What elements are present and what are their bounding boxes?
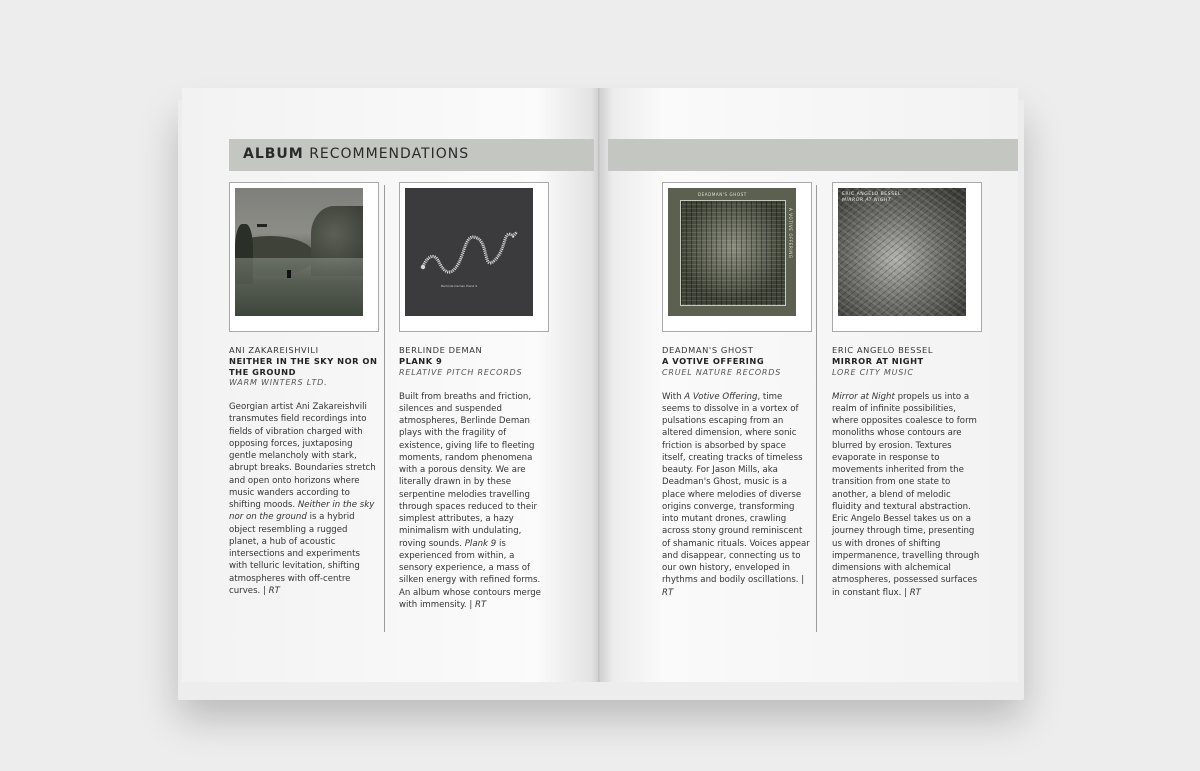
review-text: Mirror at Night propels us into a realm of infinite possibilities, where opposites coalesce to form monoliths whose contours are blurred by erosion. Textures evaporate in response to movements inherited from the transition from one state to another, a blend of melodic fluidity and textural abstraction. Eric Angelo Bessel takes us on a journey through time, presenting us with drones of shifting impermanence, travelling through dimensions with alchemical atmospheres, possessed surfaces in constant flux. | RT bbox=[832, 391, 980, 598]
section-title-rest: RECOMMENDATIONS bbox=[309, 146, 470, 162]
serpent-line-art bbox=[405, 188, 533, 316]
review-signature: RT bbox=[662, 587, 674, 598]
album-cover-frame bbox=[832, 182, 982, 332]
cover-inner-art bbox=[680, 200, 786, 306]
album-cover-image bbox=[405, 188, 533, 316]
album-title: NEITHER IN THE SKY NOR ON THE GROUND bbox=[229, 356, 378, 377]
review-text-italic: Neither in the sky nor on the ground bbox=[229, 500, 375, 523]
record-label: CRUEL NATURE RECORDS bbox=[662, 367, 782, 377]
review-text-italic: Plank 9 bbox=[464, 538, 497, 549]
review-text-part: Built from breaths and friction, silences and suspended atmospheres, Berlinde Deman plays with the fragility of existence, giving life to fleeting moments, random phenomena with a porous density. We are literally drawn in by these serpentine melodies travelling through spaces reduced to their simplest attributes, a hazy minimalism with undulating, roving sounds. bbox=[399, 391, 538, 549]
artist-name: BERLINDE DEMAN bbox=[399, 345, 483, 355]
album-cover-image bbox=[668, 188, 796, 316]
section-title bbox=[243, 146, 469, 162]
review-text: Georgian artist Ani Zakareishvili transmutes field recordings into fields of vibration charged with opposing forces, juxtaposing gentle melancholy with stark, abrupt breaks. Boundaries stretch and open onto horizons where music wanders according to shifting moods. Neither in the sky nor on the ground is a hybrid object resembling a rugged planet, a hub of acoustic intersections and experiments with telluric levitation, shifting atmospheres with off-centre curves. | RT bbox=[229, 402, 376, 596]
artist-name: ANI ZAKAREISHVILI bbox=[229, 345, 319, 355]
cover-caption-artist: ERIC ANGELO BESSEL bbox=[842, 192, 901, 197]
column-divider bbox=[816, 185, 817, 632]
cover-figure-shape bbox=[287, 270, 291, 278]
review-text: With A Votive Offering, time seems to dissolve in a vortex of pulsations escaping from an altered dimension, where sonic friction is absorbed by space itself, creating tracks of timeless beauty. For Jason Mills, aka Deadman's Ghost, music is a place where melodies of diverse origins converge, transforming into mutant drones, crawling across stony ground reminiscent of shamanic rituals. Voices appear and disappear, connecting us to our own history, enveloped in rhythms and bodily oscillations. | RT bbox=[662, 391, 810, 598]
review-text: Built from breaths and friction, silences and suspended atmospheres, Berlinde Deman plays with the fragility of existence, giving life to fleeting moments, random phenomena with a porous density. We are literally drawn in by these serpentine melodies travelling through spaces reduced to their simplest attributes, a hazy minimalism with undulating, roving sounds. Plank 9 is experienced from within, a sensory experience, a mass of silken energy with refined forms. An album whose contours merge with immensity. | RT bbox=[399, 391, 541, 610]
review-column bbox=[399, 182, 549, 611]
review-text-italic: A Votive Offering bbox=[684, 391, 758, 402]
section-title-bold: ALBUM bbox=[243, 146, 304, 162]
cover-caption: Berlinde Deman Plank 9 bbox=[441, 284, 478, 288]
album-title: A VOTIVE OFFERING bbox=[662, 356, 765, 366]
review-signature: RT bbox=[268, 585, 280, 596]
review-text-part: With bbox=[662, 391, 682, 402]
album-cover-image bbox=[838, 188, 966, 316]
review-text-part: , time seems to dissolve in a vortex of pulsations escaping from an altered dimension, where sonic friction is absorbed by space itself, creating tracks of timeless beauty. For Jason Mills, aka Deadman's Ghost, music is a place where melodies of diverse origins converge, transforming into mutant drones, crawling across stony ground reminiscent of shamanic rituals. Voices appear and disappear, connecting us to our own history, enveloped in rhythms and bodily oscillations. bbox=[662, 391, 810, 586]
album-cover-frame bbox=[662, 182, 812, 332]
album-cover-frame bbox=[229, 182, 379, 332]
review-column bbox=[229, 182, 379, 597]
album-title: PLANK 9 bbox=[399, 356, 443, 366]
section-header-bar-right bbox=[608, 139, 1018, 171]
cover-caption-side: A VOTIVE OFFERING bbox=[788, 208, 793, 259]
cover-caption-album: MIRROR AT NIGHT bbox=[842, 198, 892, 203]
record-label: RELATIVE PITCH RECORDS bbox=[399, 367, 523, 377]
review-text-italic: Mirror at Night bbox=[832, 391, 895, 402]
review-column bbox=[832, 182, 982, 599]
section-header-bar bbox=[229, 139, 594, 171]
artist-name: ERIC ANGELO BESSEL bbox=[832, 345, 934, 355]
cover-caption: DEADMAN'S GHOST bbox=[698, 192, 747, 197]
cover-bird-shape bbox=[257, 224, 267, 227]
review-text-part: Georgian artist Ani Zakareishvili transmutes field recordings into fields of vibration charged with opposing forces, juxtaposing gentle melancholy with stark, abrupt breaks. Boundaries stretch and open onto horizons where music wanders according to shifting moods. bbox=[229, 402, 376, 510]
cover-caption bbox=[842, 192, 901, 204]
record-label: WARM WINTERS LTD. bbox=[229, 378, 328, 387]
album-cover-image bbox=[235, 188, 363, 316]
review-signature: RT bbox=[475, 599, 487, 610]
cover-fog-shape bbox=[235, 258, 363, 316]
record-label: LORE CITY MUSIC bbox=[832, 367, 914, 377]
album-cover-frame bbox=[399, 182, 549, 332]
magazine-spine bbox=[598, 88, 601, 682]
review-text-part: is experienced from within, a sensory experience, a mass of silken energy with refined forms. An album whose contours merge with immensity. bbox=[399, 538, 541, 610]
review-signature: RT bbox=[909, 587, 921, 598]
review-text-part: is a hybrid object resembling a rugged planet, a hub of acoustic intersections and experiments with telluric levitation, shifting atmospheres with off-centre curves. bbox=[229, 512, 360, 596]
column-divider bbox=[384, 185, 385, 632]
review-column bbox=[662, 182, 812, 599]
album-title: MIRROR AT NIGHT bbox=[832, 356, 924, 366]
review-text-part: propels us into a realm of infinite possibilities, where opposites coalesce to form monoliths whose contours are blurred by erosion. Textures evaporate in response to movements inherited from the transition from one state to another, a blend of melodic fluidity and textural abstraction. Eric Angelo Bessel takes us on a journey through time, presenting us with drones of shifting impermanence, travelling through dimensions with alchemical atmospheres, possessed surfaces in constant flux. bbox=[832, 391, 980, 598]
artist-name: DEADMAN'S GHOST bbox=[662, 345, 754, 355]
